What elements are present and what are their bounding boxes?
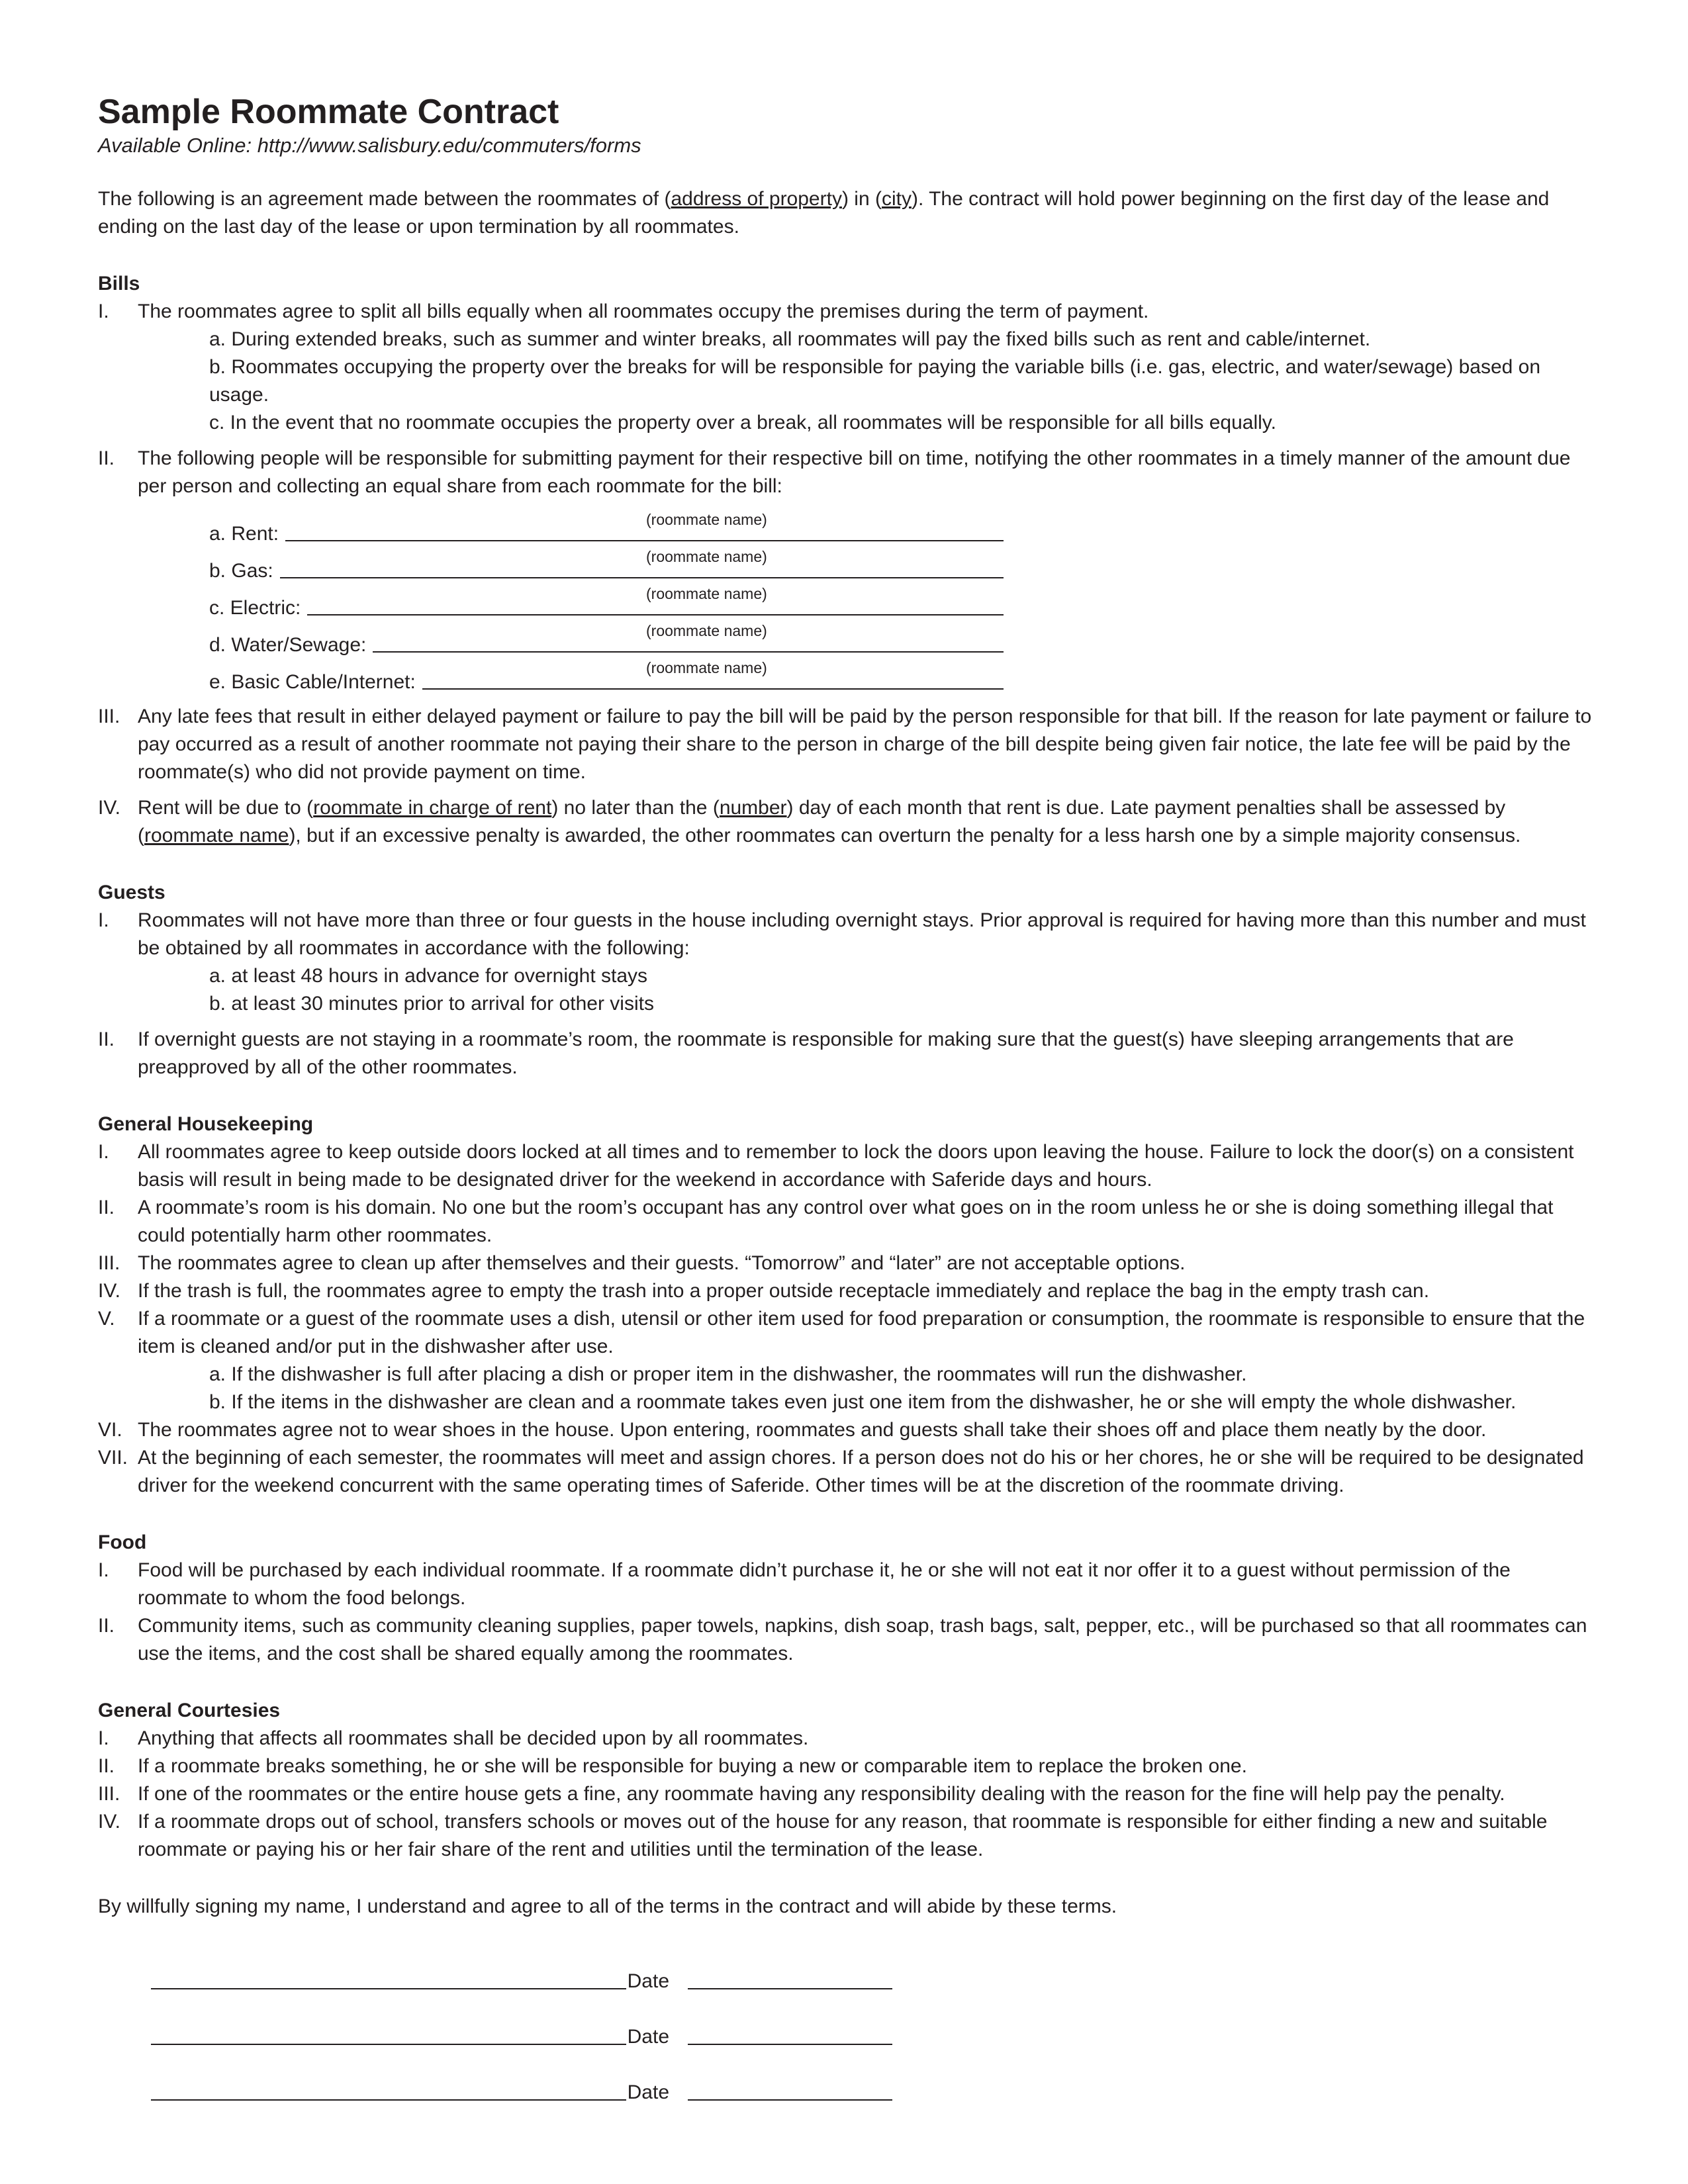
list-item: II. The following people will be responsible for submitting payment for their respective bill on time, notifying the other roommates in a timely manner of the amount due per person and collecting an equal share from each roommate for the bill: xyxy=(98,447,1571,497)
section-bills xyxy=(98,270,1594,850)
list-item: I. Food will be purchased by each individual roommate. If a roommate didn’t purchase it, he or she will not eat it nor offer it to a guest without permission of the roommate to whom the food belongs. xyxy=(98,1559,1511,1609)
list-item: II. Community items, such as community cleaning supplies, paper towels, napkins, dish soap, trash bags, salt, pepper, etc., will be purchased so that all roommates can use the items, and the cost shall be shared equally among the roommates. xyxy=(98,1615,1587,1664)
signature-row xyxy=(151,1939,892,1995)
list-item: III. The roommates agree to clean up after themselves and their guests. “Tomorrow” and “later” are not acceptable options. xyxy=(98,1252,1186,1274)
field-hint: (roommate name) xyxy=(646,548,767,565)
field-hint: (roommate name) xyxy=(646,511,767,528)
date-label: Date xyxy=(627,1970,670,1992)
section-heading: Bills xyxy=(98,273,140,295)
sub-item: b. at least 30 minutes prior to arrival for other visits xyxy=(209,993,654,1015)
signature-row xyxy=(151,2050,892,2106)
sub-item: b. If the items in the dishwasher are clean and a roommate takes even just one item from the dishwasher, he or she will empty the whole dishwasher. xyxy=(209,1391,1517,1413)
section-courtesies xyxy=(98,1697,1594,1864)
field-hint: (roommate name) xyxy=(646,622,767,639)
list-item: I. Roommates will not have more than three or four guests in the house including overnight stays. Prior approval is required for having more than this number and must be obtained by all roommates in accordance with the following: xyxy=(98,909,1586,959)
date-label: Date xyxy=(627,2081,670,2103)
list-item: V. If a roommate or a guest of the roommate uses a dish, utensil or other item used for food preparation or consumption, the roommate is responsible to ensure that the item is cleaned and/or put in the dishwasher after use. xyxy=(98,1308,1585,1357)
bill-responsibility-fields xyxy=(209,510,1004,695)
list-item: VI. The roommates agree not to wear shoes in the house. Upon entering, roommates and guests shall take their shoes off and place them neatly by the door. xyxy=(98,1419,1487,1441)
document-page xyxy=(98,91,1594,2106)
list-item: IV. Rent will be due to (roommate in charge of rent) no later than the (number) day of each month that rent is due. Late payment penalties shall be assessed by (roommate name), but if an excessive penalty is awarded, the other roommates can overturn the penalty for a less harsh one by a simple majority consensus. xyxy=(98,797,1521,846)
sub-item: a. During extended breaks, such as summer and winter breaks, all roommates will pay the fixed bills such as rent and cable/internet. xyxy=(209,328,1371,350)
list-item: I. The roommates agree to split all bills equally when all roommates occupy the premises during the term of payment. xyxy=(98,300,1149,322)
field-hint: (roommate name) xyxy=(646,659,767,676)
list-item: IV. If the trash is full, the roommates agree to empty the trash into a proper outside receptacle immediately and replace the bag in the empty trash can. xyxy=(98,1280,1430,1302)
signature-line[interactable] xyxy=(151,1988,626,1989)
signature-line[interactable] xyxy=(151,2099,626,2101)
list-item: II. If overnight guests are not staying in a roommate’s room, the roommate is responsible for making sure that the guest(s) have sleeping arrangements that are preapproved by all of the other roommates. xyxy=(98,1028,1514,1078)
rent-field[interactable]: a. Rent: (roommate name) xyxy=(209,510,1004,547)
signature-row xyxy=(151,1995,892,2050)
date-line[interactable] xyxy=(688,2044,892,2045)
document-title: Sample Roommate Contract xyxy=(98,93,559,131)
section-heading: General Courtesies xyxy=(98,1700,281,1721)
name-blank[interactable] xyxy=(307,614,1004,615)
date-line[interactable] xyxy=(688,1988,892,1989)
signature-statement: By willfully signing my name, I understand and agree to all of the terms in the contract and will abide by these terms. xyxy=(98,1895,1117,1917)
rent-contact-placeholder: roommate in charge of rent xyxy=(313,797,552,819)
field-hint: (roommate name) xyxy=(646,585,767,602)
name-blank[interactable] xyxy=(280,576,1004,578)
list-item: I. Anything that affects all roommates shall be decided upon by all roommates. xyxy=(98,1727,809,1749)
document-subtitle: Available Online: http://www.salisbury.edu/commuters/forms xyxy=(98,134,641,157)
sub-item: a. at least 48 hours in advance for overnight stays xyxy=(209,965,648,987)
sub-item: b. Roommates occupying the property over the breaks for will be responsible for paying the variable bills (i.e. gas, electric, and water/sewage) based on usage. xyxy=(209,356,1541,406)
list-item: III. Any late fees that result in either delayed payment or failure to pay the bill will be paid by the person responsible for that bill. If the reason for late payment or failure to pay occurred as a result of another roommate not paying their share to the person in charge of the bill despite being given fair notice, the late fee will be paid by the roommate(s) who did not provide payment on time. xyxy=(98,705,1592,783)
section-heading: General Housekeeping xyxy=(98,1113,314,1135)
water-sewage-field[interactable]: d. Water/Sewage: (roommate name) xyxy=(209,621,1004,658)
section-housekeeping xyxy=(98,1111,1594,1500)
intro-paragraph: The following is an agreement made between the roommates of (address of property) in (city). The contract will hold power beginning on the first day of the lease and ending on the last day of the lease or upon termination by all roommates. xyxy=(98,188,1550,238)
list-item: I. All roommates agree to keep outside doors locked at all times and to remember to lock the doors upon leaving the house. Failure to lock the door(s) on a consistent basis will result in being made to be designated driver for the weekend in accordance with Saferide days and hours. xyxy=(98,1141,1574,1191)
gas-field[interactable]: b. Gas: (roommate name) xyxy=(209,547,1004,584)
penalty-assessor-placeholder: roommate name xyxy=(144,825,289,846)
date-line[interactable] xyxy=(688,2099,892,2101)
list-item: II. A roommate’s room is his domain. No one but the room’s occupant has any control over what goes on in the room unless he or she is doing something illegal that could potentially harm other roommates. xyxy=(98,1197,1554,1246)
sub-list xyxy=(98,962,1594,1018)
signature-block xyxy=(151,1939,892,2106)
list-item: II. If a roommate breaks something, he or she will be responsible for buying a new or comparable item to replace the broken one. xyxy=(98,1755,1247,1777)
electric-field[interactable]: c. Electric: (roommate name) xyxy=(209,584,1004,621)
sub-item: c. In the event that no roommate occupies the property over a break, all roommates will be responsible for all bills equally. xyxy=(209,412,1276,433)
section-guests xyxy=(98,879,1594,1081)
cable-internet-field[interactable]: e. Basic Cable/Internet: (roommate name) xyxy=(209,658,1004,695)
signature-line[interactable] xyxy=(151,2044,626,2045)
name-blank[interactable] xyxy=(422,688,1004,690)
sub-list xyxy=(98,326,1594,437)
name-blank[interactable] xyxy=(285,539,1004,541)
address-placeholder: address of property xyxy=(671,188,842,210)
section-heading: Guests xyxy=(98,882,165,903)
date-label: Date xyxy=(627,2026,670,2048)
list-item: VII. At the beginning of each semester, the roommates will meet and assign chores. If a person does not do his or her chores, he or she will be required to be designated driver for the weekend concurrent with the same operating times of Saferide. Other times will be at the discretion of the roommate driving. xyxy=(98,1447,1584,1496)
city-placeholder: city xyxy=(881,188,912,210)
section-food xyxy=(98,1529,1594,1668)
section-heading: Food xyxy=(98,1531,147,1553)
list-item: III. If one of the roommates or the entire house gets a fine, any roommate having any responsibility dealing with the reason for the fine will help pay the penalty. xyxy=(98,1783,1505,1805)
sub-list xyxy=(98,1361,1594,1416)
due-day-placeholder: number xyxy=(719,797,787,819)
list-item: IV. If a roommate drops out of school, transfers schools or moves out of the house for any reason, that roommate is responsible for either finding a new and suitable roommate or paying his or her fair share of the rent and utilities until the termination of the lease. xyxy=(98,1811,1548,1860)
sub-item: a. If the dishwasher is full after placing a dish or proper item in the dishwasher, the roommates will run the dishwasher. xyxy=(209,1363,1247,1385)
name-blank[interactable] xyxy=(373,651,1004,653)
